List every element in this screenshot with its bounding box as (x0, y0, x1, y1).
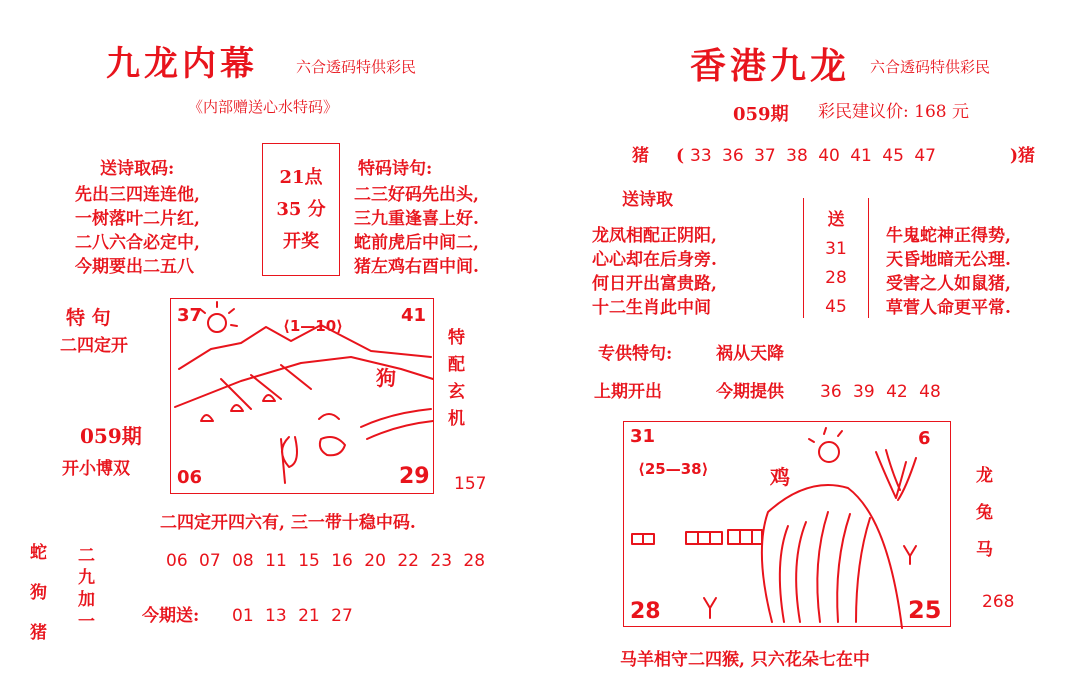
bush-shapes (201, 395, 275, 421)
left-side-number: 157 (454, 474, 487, 494)
send-column (812, 206, 860, 322)
number: 45 (882, 146, 904, 166)
poem-line: 猪左鸡右酉中间. (354, 257, 479, 277)
sprout-icon (904, 546, 916, 564)
right-poem-heading: 送诗取 (622, 190, 673, 210)
pig-row-open: ( (676, 146, 685, 166)
right-sketch (624, 422, 950, 626)
send-label: 今期送: (142, 606, 200, 626)
left-poem (75, 183, 200, 279)
poem-line: 牛鬼蛇神正得势, (886, 226, 1011, 246)
right-bottom-line: 马羊相守二四猴, 只六花朵七在中 (620, 650, 870, 670)
gate-shape-3 (728, 530, 762, 544)
sprout-icon (704, 598, 716, 618)
poem-line: 心心却在后身旁. (592, 250, 717, 270)
flower-shape (319, 414, 345, 455)
left-zodiac-column (30, 533, 47, 653)
number: 15 (298, 551, 320, 571)
number: 42 (886, 382, 908, 402)
te-ju-label: 特 句 (66, 307, 111, 329)
right-poem-left (592, 224, 717, 320)
poem-line: 二八六合必定中, (75, 233, 200, 253)
draw-time-box (262, 143, 340, 276)
poem-line: 草菅人命更平常. (886, 298, 1011, 318)
number: 37 (754, 146, 776, 166)
right-issue: 059期 (733, 104, 789, 125)
send-number-list (232, 606, 353, 626)
number: 40 (818, 146, 840, 166)
number: 20 (364, 551, 386, 571)
left-number-list (166, 551, 485, 571)
special-value: 祸从天降 (716, 344, 784, 364)
right-title: 香港九龙 (690, 45, 851, 87)
left-summary-line: 二四定开四六有, 三一带十稳中码. (160, 513, 416, 533)
left-sketch (171, 299, 433, 493)
number: 48 (919, 382, 941, 402)
poem-line: 先出三四连连他, (75, 185, 200, 205)
number: 36 (722, 146, 744, 166)
column-char: 九 (78, 568, 95, 588)
column-char: 加 (78, 590, 95, 610)
column-char: 一 (78, 612, 95, 632)
left-issue-note: 开小博双 (62, 459, 130, 479)
zodiac-char: 狗 (30, 583, 47, 603)
number: 41 (850, 146, 872, 166)
number: 45 (825, 297, 847, 317)
pic-number-top-right: 6 (918, 428, 931, 449)
pic-number-bottom-left: 06 (177, 467, 203, 488)
number: 11 (265, 551, 287, 571)
number: 13 (265, 606, 287, 626)
road-lines (361, 409, 433, 439)
right-hint-picture (623, 421, 951, 627)
rock-cliff (762, 485, 902, 628)
number: 07 (199, 551, 221, 571)
zodiac-char: 蛇 (30, 543, 47, 563)
number: 08 (232, 551, 254, 571)
poem-line: 受害之人如鼠猪, (886, 274, 1011, 294)
vertical-char: 配 (448, 355, 465, 375)
number: 38 (786, 146, 808, 166)
send-column-label: 送 (827, 210, 845, 230)
poem-line: 二三好码先出头, (354, 185, 479, 205)
branch-lines (876, 450, 916, 500)
poem-line: 十二生肖此中间 (592, 298, 711, 318)
pig-number-list (690, 146, 936, 166)
poem-line: 何日开出富贵路, (592, 274, 717, 294)
poem-line: 三九重逢喜上好. (354, 209, 479, 229)
zodiac-char: 猪 (30, 623, 47, 643)
twenty-nine-column (78, 545, 95, 633)
pic-dog-char: 狗 (376, 366, 396, 390)
right-side-number: 268 (982, 592, 1015, 612)
special-poem-heading: 特码诗句: (358, 159, 433, 179)
draw-label: 开奖 (283, 230, 319, 252)
poem-line: 龙凤相配正阴阳, (592, 226, 717, 246)
column-char: 二 (78, 546, 95, 566)
sun-icon (819, 442, 839, 462)
provide-label: 今期提供 (716, 382, 784, 402)
zodiac-char: 兔 (976, 503, 993, 523)
pic-number-top-left: 37 (177, 305, 203, 326)
provide-number-list (820, 382, 941, 402)
rock-lines (780, 512, 870, 622)
pig-row-start: 猪 (632, 146, 649, 166)
left-issue: 059期 (80, 424, 142, 448)
left-title: 九龙内幕 (106, 44, 258, 84)
pic-number-range: ⟨25—38⟩ (638, 460, 709, 478)
gate-shape-2 (686, 532, 722, 544)
price-label: 彩民建议价: 168 元 (818, 102, 969, 122)
pic-chicken-char: 鸡 (770, 465, 790, 489)
zodiac-char: 马 (976, 540, 993, 560)
special-poem (354, 183, 479, 279)
right-subtitle: 六合透码特供彩民 (870, 58, 991, 76)
left-hint-picture (170, 298, 434, 494)
left-poem-heading: 送诗取码: (100, 159, 175, 179)
number: 28 (463, 551, 486, 571)
pic-number-bottom-right: 25 (908, 596, 942, 624)
leaf-shape (281, 437, 297, 483)
draw-time-hour: 21点 (279, 166, 323, 188)
number: 22 (397, 551, 419, 571)
poem-line: 蛇前虎后中间二, (354, 233, 479, 253)
right-zodiac-column (976, 458, 993, 569)
pic-number-bottom-left: 28 (630, 599, 661, 624)
number: 06 (166, 551, 188, 571)
gate-shape-1 (632, 534, 654, 544)
vertical-char: 机 (448, 409, 465, 429)
pic-number-range: ⟨1—10⟩ (283, 317, 344, 335)
divider (868, 198, 869, 318)
left-gift-line: 《内部赠送心水特码》 (188, 98, 339, 116)
number: 33 (690, 146, 712, 166)
number: 27 (331, 606, 353, 626)
number: 21 (298, 606, 320, 626)
poem-line: 今期要出二五八 (75, 257, 194, 277)
vertical-char: 特 (448, 328, 465, 348)
pig-row-close: )猪 (1010, 146, 1036, 166)
number: 36 (820, 382, 842, 402)
poem-line: 一树落叶二片红, (75, 209, 200, 229)
vertical-note (448, 325, 465, 433)
last-issue-label: 上期开出 (594, 382, 662, 402)
number: 23 (430, 551, 453, 571)
number: 28 (825, 268, 847, 288)
sun-icon (208, 314, 226, 332)
left-subtitle: 六合透码特供彩民 (296, 58, 417, 76)
pic-number-bottom-right: 29 (399, 464, 430, 489)
right-poem-right (886, 224, 1011, 320)
number: 47 (914, 146, 936, 166)
special-label: 专供特句: (598, 344, 673, 364)
poem-line: 天昏地暗无公理. (886, 250, 1011, 270)
pic-number-top-right: 41 (401, 305, 427, 326)
vertical-char: 玄 (448, 382, 465, 402)
draw-time-minute: 35 分 (276, 198, 326, 220)
number: 31 (825, 239, 847, 259)
number: 01 (232, 606, 254, 626)
te-ju-value: 二四定开 (60, 336, 128, 356)
pic-number-top-left: 31 (630, 426, 656, 447)
number: 16 (331, 551, 353, 571)
number: 39 (853, 382, 875, 402)
zodiac-char: 龙 (976, 466, 993, 486)
divider (803, 198, 804, 318)
